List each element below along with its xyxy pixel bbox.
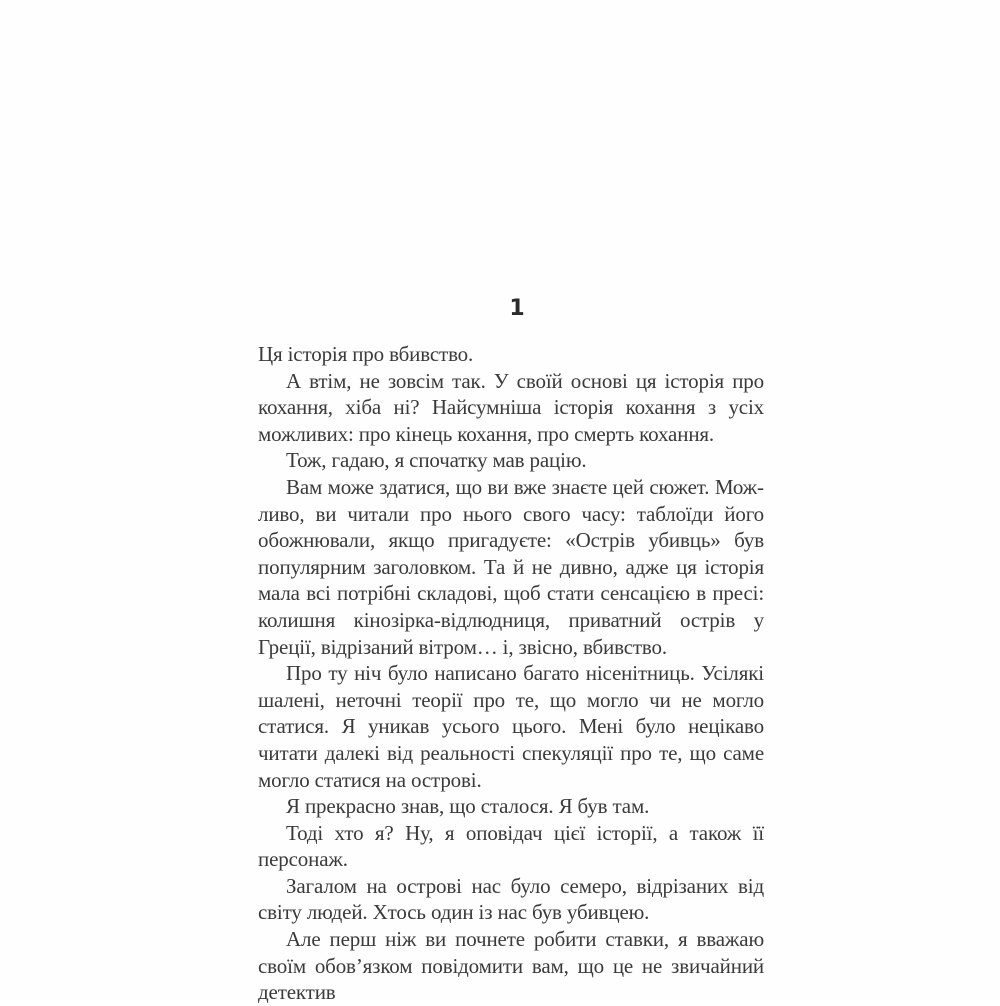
chapter-number: 1 [509,296,525,321]
paragraph: Я прекрасно знав, що сталося. Я був там. [286,794,650,819]
paragraph: Тож, гадаю, я спочатку мав рацію. [286,448,587,473]
paragraph: Ця історія про вбивство. [258,342,474,366]
paragraph: А втім, не зовсім так. У своїй основі ця історія про кохання, хіба ні? Найсумніша історія кохання з усіх можливих: про кінець кохання, про смерть кохання. [258,368,764,446]
paragraph: Загалом на острові нас було семеро, відрізаних від світу людей. Хтось один із нас був убивцею. [258,873,764,925]
paragraph: Але перш ніж ви почнете робити ставки, я вважаю своїм обов’язком повідомити вам, що це не звичайний детектив [258,927,764,1005]
paragraph: Вам може здатися, що ви вже знаєте цей сюжет. Можливо, ви читали про нього свого часу: таблоїди його обожнювали, якщо пригадуєте: «Острів убивць» був популярним заголовком. Та й не дивно, адже ця історія мала всі потрібні складові, щоб стати сенсацією в пресі: колишня кінозірка-відлюдниця, приватний острів у Греції, відрізаний вітром… і, звісно, вбивство. [258,474,764,659]
paragraph: Тоді хто я? Ну, я оповідач цієї історії, а також її персонаж. [258,820,764,872]
chapter-body [258,341,764,1006]
paragraph: Про ту ніч було написано багато нісенітниць. Усілякі шалені, неточні теорії про те, що могло чи не могло статися. Я уникав усього цього. Мені було нецікаво читати далекі від реальності спекуляції про те, що саме могло статися на острові. [258,661,764,792]
